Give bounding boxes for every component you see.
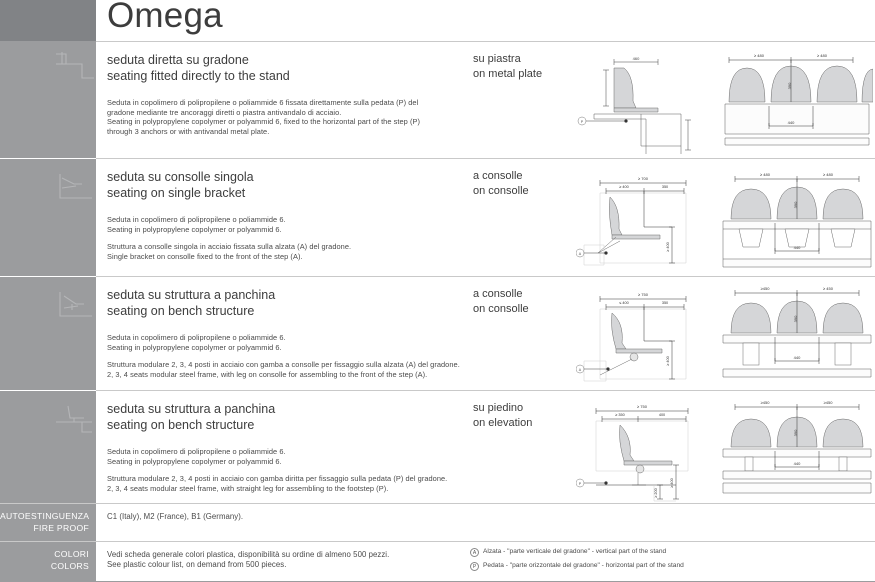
- seat-on-step-icon: [52, 48, 96, 89]
- row-1-body: [107, 98, 467, 136]
- row-1-side-view-drawing: [576, 46, 721, 162]
- row-1-front-dim-right: ≥ 480: [817, 53, 827, 58]
- colors-label-it: COLORI: [54, 549, 89, 559]
- row-2-side-dim-vertical: ≥ 400: [666, 242, 670, 252]
- row-4-side-dim-left: ≥ 350: [615, 413, 625, 417]
- row-4-side-view-drawing: [576, 395, 721, 507]
- row-3-front-view-drawing: [721, 281, 875, 394]
- page-title: Omega: [107, 0, 223, 35]
- row-1-mount-en: on metal plate: [473, 68, 543, 80]
- row-2-body-en-line-2: Single bracket on consolle fixed to the front of the step (A).: [107, 251, 303, 261]
- row-1-body-it-line-2: gradone mediante tre ancoraggi diretti o piastra antivandalo di acciaio.: [107, 107, 342, 117]
- row-1-mount-it: su piastra: [473, 53, 521, 65]
- row-2-body-it-line-1: Seduta in copolimero di polipropilene o poliammide 6.: [107, 215, 286, 224]
- row-3-front-dim-left: ≥450: [760, 286, 770, 291]
- row-1-side-dim-top: 460: [632, 56, 640, 61]
- spec-row-2: [96, 158, 875, 276]
- row-4-front-dim-right: ≥450: [823, 400, 833, 405]
- row-3-mount-it: a consolle: [473, 288, 523, 300]
- colors-underline: [106, 541, 446, 542]
- row-4-body-en-line-1: Seating in polypropylene copolymer or polyammid 6.: [107, 456, 282, 466]
- spec-row-3: [96, 276, 875, 390]
- fire-proof-label-it: AUTOESTINGUENZA: [0, 511, 90, 521]
- row-4-side-dim-vertical-2: ≥ 200: [654, 488, 658, 498]
- row-3-body-it-line-2: Struttura modulare 2, 3, 4 posti in acciaio con gamba a consolle per fissaggio sulla alzata (A) del gradone.: [107, 360, 460, 370]
- legend-marker-a-icon: A: [470, 548, 479, 557]
- row-1-front-dim-center: 390: [787, 82, 792, 90]
- row-2-mounting: [473, 169, 578, 199]
- row-2-body: [107, 215, 467, 261]
- row-4-front-dim-bottom: 440: [793, 461, 801, 466]
- row-3-side-dim-right: 350: [661, 301, 669, 305]
- row-3-mount-en: on consolle: [473, 303, 529, 315]
- colors-label: [0, 542, 96, 582]
- fire-proof-row: [0, 503, 875, 541]
- row-1-body-en-line-2: through 3 anchors or with antivandal metal plate.: [107, 126, 270, 136]
- row-3-body-it-line-1: Seduta in copolimero di polipropilene o poliammide 6.: [107, 333, 286, 342]
- row-2-side-dim-top: ≥ 700: [638, 176, 648, 181]
- row-4-heading-en: seating on bench structure: [107, 418, 255, 432]
- row-1-body-en-line-1: Seating in polypropylene copolymer or polyammid 6, fixed to the horizontal part of the step (P): [107, 117, 420, 127]
- row-2-body-en-line-1: Seating in polypropylene copolymer or polyammid 6.: [107, 224, 282, 234]
- legend: [470, 545, 870, 573]
- row-1-heading-en: seating fitted directly to the stand: [107, 69, 290, 83]
- row-3-description: [107, 287, 467, 379]
- row-4-body: [107, 447, 467, 493]
- row-4-front-dim-left: ≥450: [760, 400, 770, 405]
- row-2-front-view-drawing: [721, 163, 875, 280]
- row-4-mount-it: su piedino: [473, 402, 524, 414]
- left-rail-header-block: [0, 0, 96, 41]
- fire-proof-value-cell: [96, 504, 875, 541]
- row-3-side-dim-vertical: ≥ 400: [666, 356, 670, 366]
- row-1-front-dim-bottom: 440: [787, 120, 795, 125]
- row-2-body-it-line-2: Struttura a consolle singola in acciaio fissata sulla alzata (A) del gradone.: [107, 242, 352, 252]
- row-4-front-dim-center: 390: [793, 429, 798, 437]
- row-2-mount-en: on consolle: [473, 185, 529, 197]
- row-4-body-it-line-2: Struttura modulare 2, 3, 4 posti in acciaio con gamba diritta per fissaggio sulla pedata (P) del gradone.: [107, 474, 448, 484]
- row-1-heading-it: seduta diretta su gradone: [107, 53, 249, 67]
- legend-text-pedata: Pedata - "parte orizzontale del gradone" - horizontal part of the stand: [483, 562, 684, 569]
- row-4-side-dim-vertical: ≥ 400: [670, 478, 674, 488]
- fire-proof-value: C1 (Italy), M2 (France), B1 (Germany).: [107, 512, 244, 521]
- row-3-front-dim-right: ≥ 450: [823, 286, 833, 291]
- row-3-front-dim-center: 390: [793, 315, 798, 323]
- row-4-body-it-line-1: Seduta in copolimero di polipropilene o poliammide 6.: [107, 447, 286, 456]
- legend-marker-p-icon: P: [470, 562, 479, 571]
- row-3-heading-it: seduta su struttura a panchina: [107, 288, 276, 302]
- legend-item-alzata: [470, 545, 870, 559]
- row-1-front-view-drawing: [721, 46, 875, 162]
- row-3-body-en-line-1: Seating in polypropylene copolymer or polyammid 6.: [107, 342, 282, 352]
- title-area: [96, 0, 875, 41]
- row-1-side-marker: P: [580, 120, 584, 124]
- seat-on-single-bracket-icon: [52, 170, 96, 211]
- legend-item-pedata: [470, 559, 870, 573]
- row-3-mounting: [473, 287, 578, 317]
- colors-value-en: See plastic colour list, on demand from 500 pieces.: [107, 560, 287, 570]
- row-4-mount-en: on elevation: [473, 417, 533, 429]
- row-3-heading-en: seating on bench structure: [107, 304, 255, 318]
- row-3-body-en-line-2: 2, 3, 4 seats modular steel frame, with leg on consolle for assembling to the front of the step (A).: [107, 369, 428, 379]
- row-2-side-dim-right: 350: [661, 185, 669, 189]
- colors-label-en: COLORS: [50, 560, 89, 571]
- row-2-heading-en: seating on single bracket: [107, 186, 246, 200]
- row-3-side-dim-left: ≤ 400: [619, 301, 629, 305]
- fire-proof-label: [0, 504, 96, 541]
- spec-row-1: [96, 41, 875, 158]
- row-4-side-marker: P: [578, 482, 582, 486]
- row-3-side-view-drawing: [576, 281, 721, 394]
- fire-proof-label-en: FIRE PROOF: [33, 522, 89, 533]
- legend-text-alzata: Alzata - "parte verticale del gradone" - vertical part of the stand: [483, 548, 667, 555]
- row-4-side-dim-top: ≥ 750: [637, 404, 647, 409]
- row-4-heading-it: seduta su struttura a panchina: [107, 402, 276, 416]
- row-4-description: [107, 401, 467, 493]
- seat-on-bench-consolle-icon: [52, 288, 96, 329]
- row-1-mounting: [473, 52, 578, 82]
- row-2-front-dim-bottom: 440: [793, 245, 801, 250]
- row-1-front-dim-left: ≥ 480: [754, 53, 764, 58]
- row-2-mount-it: a consolle: [473, 170, 523, 182]
- seat-on-bench-straight-leg-icon: [52, 402, 96, 443]
- row-2-side-view-drawing: [576, 163, 721, 280]
- row-2-side-dim-left: ≥ 400: [619, 185, 629, 189]
- row-3-front-dim-bottom: 440: [793, 355, 801, 360]
- row-2-front-dim-center: 390: [793, 201, 798, 209]
- row-4-front-view-drawing: [721, 395, 875, 507]
- row-2-side-marker: A: [578, 252, 582, 256]
- row-3-body: [107, 333, 467, 379]
- row-1-body-it-line-1: Seduta in copolimero di polipropilene o poliammide 6 fissata direttamente sulla pedata (P) del: [107, 98, 419, 107]
- row-3-side-dim-top: ≥ 750: [638, 292, 648, 297]
- row-2-front-dim-left: ≥ 480: [760, 172, 770, 177]
- row-1-description: [107, 52, 467, 136]
- row-2-description: [107, 169, 467, 261]
- spec-row-4: [96, 390, 875, 503]
- row-2-heading-it: seduta su consolle singola: [107, 170, 254, 184]
- row-4-body-en-line-2: 2, 3, 4 seats modular steel frame, with straight leg for assembling to the footstep (P).: [107, 483, 389, 493]
- row-2-front-dim-right: ≥ 480: [823, 172, 833, 177]
- colors-value-it: Vedi scheda generale colori plastica, disponibilità su ordine di almeno 500 pezzi.: [107, 550, 390, 559]
- row-4-side-dim-right: 400: [658, 413, 666, 417]
- row-3-side-marker: A: [578, 368, 582, 372]
- row-4-mounting: [473, 401, 578, 431]
